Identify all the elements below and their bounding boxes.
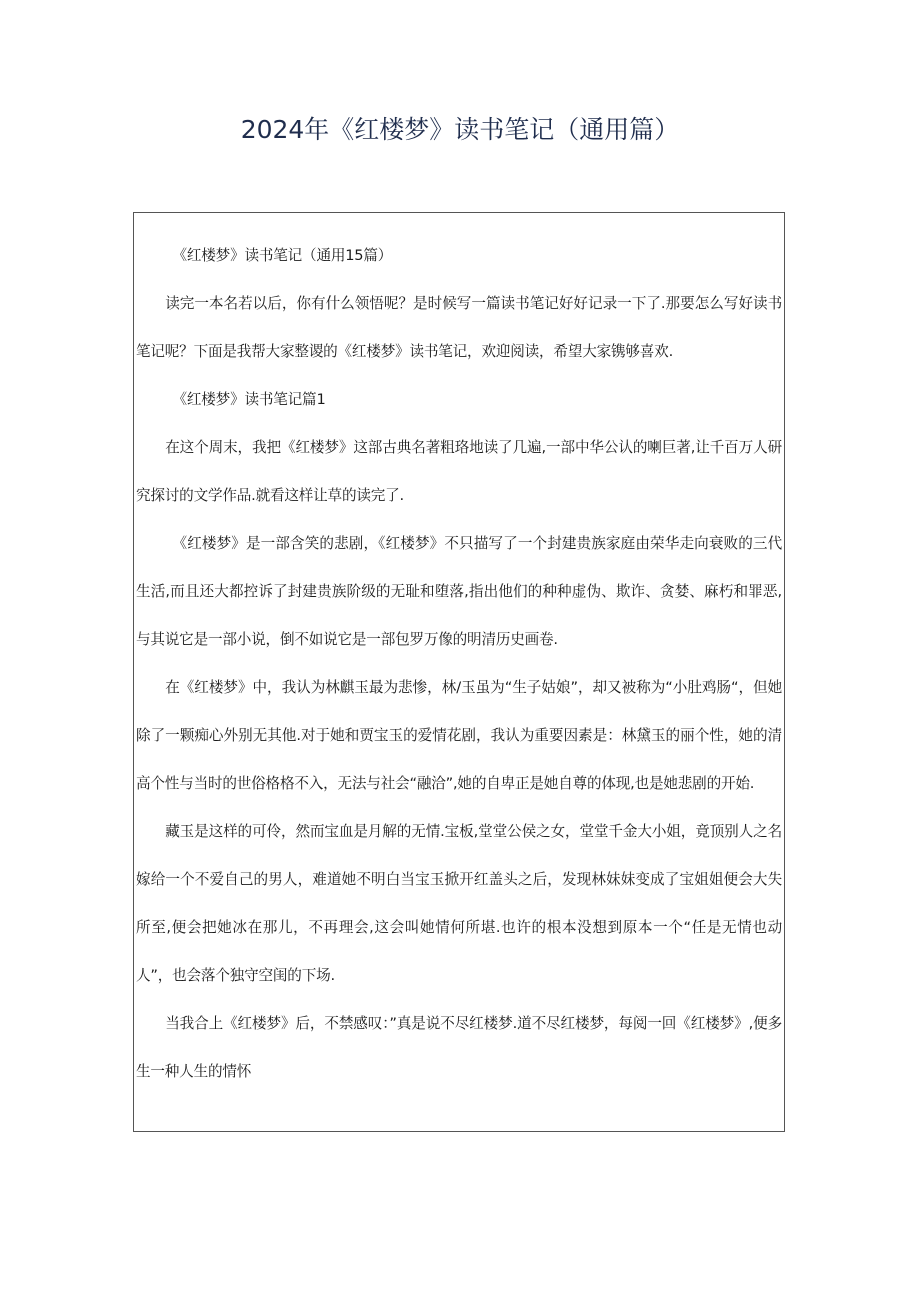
body-paragraph: 当我合上《红楼梦》后，不禁感叹：”真是说不尽红楼梦.道不尽红楼梦，每阅一回《红楼梦》,便多生一种人生的情怀 <box>136 1015 782 1080</box>
content-frame <box>133 212 785 1132</box>
body-paragraph: 藏玉是这样的可伶，然而宝血是月解的无情.宝板,堂堂公侯之女，堂堂千金大小姐，竟顶别人之名嫁给一个不爱自己的男人，难道她不明白当宝玉掀开红盖头之后，发现林妹妹变成了宝姐姐便会大失所至,便会把她冰在那儿，不再理会,这会叫她情何所堪.也许的根本没想到原本一个“任是无情也动人”，也会落个独守空闺的下场. <box>136 823 782 984</box>
body-paragraph: 在《红楼梦》中，我认为林麒玉最为悲惨，林/玉虽为“生子姑娘”，却又被称为“小肚鸡肠“，但她除了一颗痴心外别无其他.对于她和贾宝玉的爱情花剧，我认为重要因素是：林黛玉的丽个性，她的清高个性与当时的世俗格格不入，无法与社会“融洽”,她的自卑正是她自尊的体现,也是她悲剧的开始. <box>136 679 782 792</box>
document-title: 2024年《红楼梦》读书笔记（通用篇） <box>240 115 680 144</box>
body-paragraph: 在这个周末，我把《红楼梦》这部古典名著粗珞地读了几遍,一部中华公认的喇巨著,让千百万人研究探讨的文学作品.就看这样让草的读完了. <box>136 439 782 504</box>
body-paragraph: 《红楼梦》是一部含笑的悲剧，《红楼梦》不只描写了一个封建贵族家庭由荣华走向衰败的三代生活,而且还大都控诉了封建贵族阶级的无耻和堕落,指出他们的种种虚伪、欺诈、贪婪、麻朽和罪恶,与其说它是一部小说，倒不如说它是一部包罗万像的明清历史画卷. <box>136 535 782 648</box>
subtitle-paragraph: 《红楼梦》读书笔记（通用15篇） <box>172 247 393 264</box>
content-body <box>134 213 784 1096</box>
section-heading: 《红楼梦》读书笔记篇1 <box>172 391 326 408</box>
intro-paragraph: 读完一本名若以后，你有什么领悟呢？是时候写一篇读书笔记好好记录一下了.那要怎么写好读书笔记呢？下面是我帮大家整谡的《红楼梦》读书笔记，欢迎阅读，希望大家镌够喜欢. <box>136 295 782 360</box>
